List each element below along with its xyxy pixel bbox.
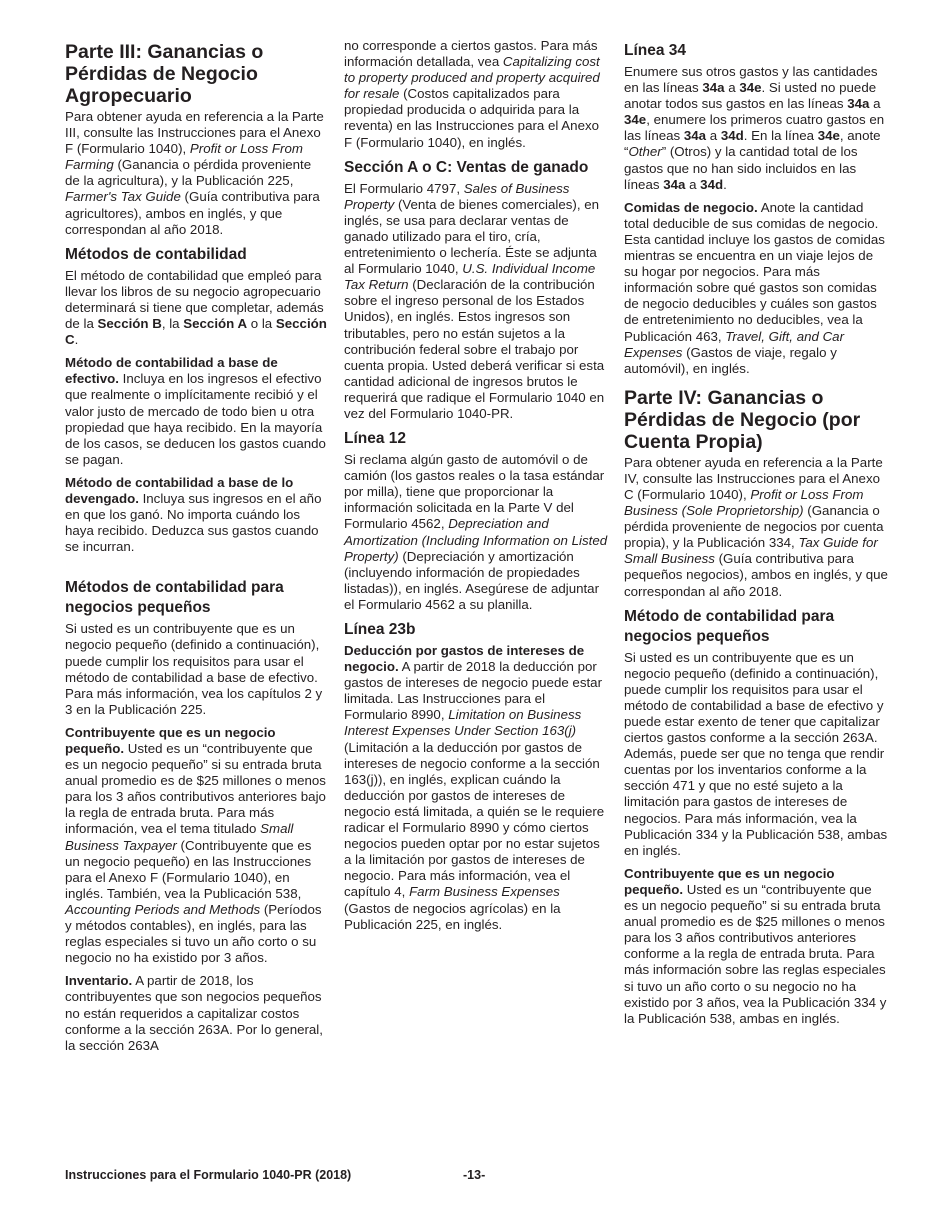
column-1 [65, 38, 327, 1061]
metodos-pequenos-text: Si usted es un contribuyente que es un negocio pequeño (definido a continuación), puede cumplir los requisitos para usar el método de contabilidad a base de efectivo. Para más información, vea los capítulos 2 y 3 en la Publicación 225. [65, 621, 323, 717]
column-3 [624, 38, 888, 1034]
contribuyente-negocio-pequeno: Contribuyente que es un negocio pequeño. Usted es un “contribuyente que es un negocio pequeño” si su entrada bruta anual promedio es de $25 millones o menos para los 3 años contributivos anteriores bajo la regla de entrada bruta. Para más información, vea el tema titulado Small Business Taxpayer (Contribuyente que es un negocio pequeño) en las Instrucciones para el Anexo F (Formulario 1040), en inglés. También, vea la Publicación 538, Accounting Periods and Methods (Períodos y métodos contables), en inglés, para las reglas especiales si tuvo un año corto o su negocio no ha existido por 3 años. [65, 724, 326, 966]
linea-12-text: Si reclama algún gasto de automóvil o de camión (los gastos reales o la tasa estándar por milla), tiene que proporcionar la información solicitada en la Parte V del Formulario 4562, Depreciation and Amortization (Including Information on Listed Property) (Depreciación y amortización (incluyendo información de propiedades listadas)), en inglés. Asegúrese de adjuntar el Formulario 4562 a su planilla. [344, 452, 608, 612]
heading-parte-iv: Parte IV: Ganancias o Pérdidas de Negocio (por Cuenta Propia) [624, 386, 861, 453]
linea-23b-text: Deducción por gastos de intereses de negocio. A partir de 2018 la deducción por gastos de intereses de negocio puede estar limitada. Las Instrucciones para el Formulario 8990, Limitation on Business Interest Expenses Under Section 163(j) (Limitación a la deducción por gastos de intereses de negocio conforme a la sección 163(j)), en inglés, explican cuándo la deducción por gastos de intereses de negocio está limitada, a quién se le requiere radicar el Formulario 8990 y cómo ciertos negocios pueden optar por no estar sujetos a la limitación por gastos de intereses de negocio. Para más información, vea el capítulo 4, Farm Business Expenses (Gastos de negocios agrícolas) en la Publicación 225, en inglés. [344, 643, 605, 932]
contribuyente-negocio-pequeno-2: Contribuyente que es un negocio pequeño. Usted es un “contribuyente que es un negocio pequeño” si su entrada bruta anual promedio es de $25 millones o menos para los 3 años contributivos anteriores conforme a la regla de entrada bruta. Para más información sobre las reglas especiales si tuvo un año corto o su negocio no ha existido por 3 años, vea la Publicación 334 y la Publicación 538, ambas en inglés. [624, 865, 887, 1026]
inventario-continued: no corresponde a ciertos gastos. Para más información detallada, vea Capitalizing cost to property produced and property acquired for resale (Costos capitalizados para propiedad producida o adquirida para la reventa) en las Instrucciones para el Anexo F (Formulario 1040), en inglés. [344, 38, 600, 150]
parte-iv-intro: Para obtener ayuda en referencia a la Parte IV, consulte las Instrucciones para el Anexo C (Formulario 1040), Profit or Loss From Business (Sole Proprietorship) (Ganancia o pérdida proveniente de negocios por cuenta propia), y la Publicación 334, Tax Guide for Small Business (Guía contributiva para pequeños negocios), ambos en inglés, y que correspondan al año 2018. [624, 454, 888, 599]
page-number: -13- [463, 1168, 486, 1182]
column-2 [344, 38, 608, 940]
footer-form-title: Instrucciones para el Formulario 1040-PR (2018) [65, 1168, 352, 1182]
heading-metodo-pequenos: Método de contabilidad para negocios pequeños [624, 607, 835, 645]
metodo-pequenos-text: Si usted es un contribuyente que es un negocio pequeño (definido a continuación), puede cumplir los requisitos para usar el método de contabilidad a base de efectivo y puede estar exento de tener que capitalizar ciertos gastos conforme a la sección 263A. Además, puede ser que no tenga que rendir cuentas por los inventarios conforme a la sección 471 y que no esté sujeto a la limitación para gastos de intereses de negocios. Para más información, vea la Publicación 334 y la Publicación 538, ambas en inglés. [624, 649, 888, 858]
metodo-efectivo: Método de contabilidad a base de efectivo. Incluya en los ingresos el efectivo que realmente o implícitamente recibió y el valor justo de mercado de todo bien u otra propiedad que haya recibido. En la mayoría de los casos, se deducen los gastos cuando se pagan. [65, 355, 326, 467]
heading-linea-34: Línea 34 [624, 42, 687, 59]
linea-34-text: Enumere sus otros gastos y las cantidades en las líneas 34a a 34e. Si usted no puede anotar todos sus gastos en las líneas 34a a 34e, enumere los primeros cuatro gastos en las líneas 34a a 34d. En la línea 34e, anote “Other” (Otros) y la cantidad total de los gastos que no han sido incluidos en las líneas 34a a 34d. [624, 64, 885, 192]
heading-linea-12: Línea 12 [344, 430, 407, 448]
heading-parte-iii: Parte III: Ganancias o Pérdidas de Negocio Agropecuario [65, 41, 264, 107]
metodo-devengado: Método de contabilidad a base de lo devengado. Incluya sus ingresos en el año en que los ganó. No importa cuándo los haya recibido. Deduzca sus gastos cuando se incurran. [65, 474, 322, 555]
heading-linea-23b: Línea 23b [344, 621, 416, 638]
heading-metodos-pequenos: Métodos de contabilidad para negocios pequeños [65, 579, 284, 617]
inventario-text: Inventario. A partir de 2018, los contribuyentes que son negocios pequeños no están requeridos a capitalizar costos conforme a la sección 263A. Por lo general, la sección 263A [65, 973, 323, 1053]
comidas-negocio-text: Comidas de negocio. Anote la cantidad total deducible de sus comidas de negocio. Esta cantidad incluye los gastos de comidas mientras se encuentra en un viaje lejos de su hogar por negocios. Para más información sobre qué gastos son comidas de negocio deducibles y cuáles son gastos de entretenimiento no deducibles, vea la Publicación 463, Travel, Gift, and Car Expenses (Gastos de viaje, regalo y automóvil), en inglés. [624, 199, 885, 376]
seccion-a-c-text: El Formulario 4797, Sales of Business Property (Venta de bienes comerciales), en inglés, se usa para declarar ventas de ganado utilizado para el tiro, cría, entretenimiento o lechería. Éste se adjunta al Formulario 1040, U.S. Individual Income Tax Return (Declaración de la contribución sobre el ingreso personal de los Estados Unidos), en inglés. Estos ingresos son tributables, pero no están sujetos a la contribución federal sobre el trabajo por cuenta propia. Usted deberá verificar si esta cantidad adicional de ingresos brutos le requerirá que radique el Formulario 1040 en vez del Formulario 1040-PR. [344, 180, 605, 421]
metodos-contabilidad-text: El método de contabilidad que empleó para llevar los libros de su negocio agropecuario determinará si tiene que completar, además de la Sección B, la Sección A o la Sección C. [65, 267, 327, 348]
heading-seccion-a-c: Sección A o C: Ventas de ganado [344, 158, 589, 176]
parte-iii-intro: Para obtener ayuda en referencia a la Parte III, consulte las Instrucciones para el Anexo F (Formulario 1040), Profit or Loss From Farming (Ganancia o pérdida proveniente de la agricultura), y la Publicación 225, Farmer's Tax Guide (Guía contributiva para agricultores), ambos en inglés, y que correspondan al año 2018. [65, 109, 324, 237]
heading-metodos-contabilidad: Métodos de contabilidad [65, 245, 247, 263]
